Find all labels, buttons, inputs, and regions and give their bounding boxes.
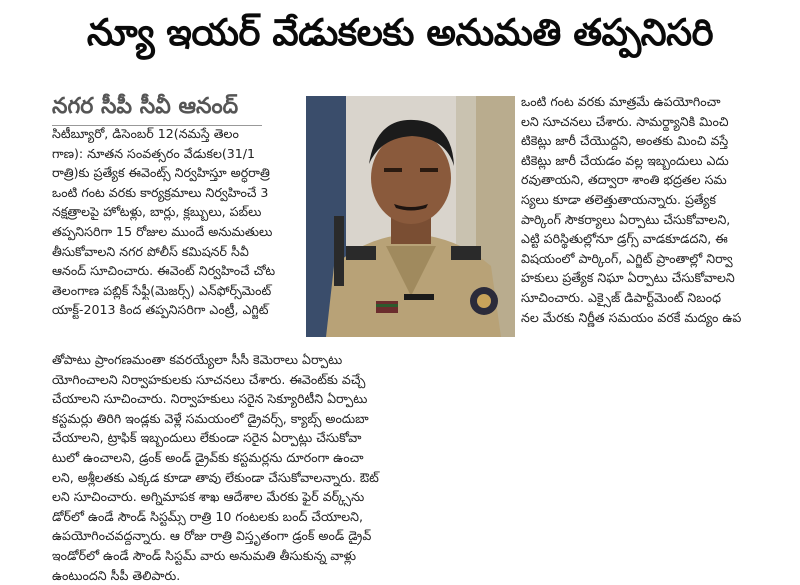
- article-line: కస్టమర్లు తిరిగి ఇండ్లకు వెళ్లే సమయంలో డ్రైవర్స్, క్యాబ్స్ అందుబా: [52, 410, 369, 426]
- article-line: నక్షత్రాలపై హోటళ్లు, బార్లు, క్లబ్బులు, పబ్‌లు: [52, 204, 262, 220]
- article-line: డోర్‌లో ఉండే సౌండ్ సిస్టమ్స్ రాత్రి 10 గంటలకు బంద్ చేయాలని,: [52, 508, 363, 524]
- article-line: తోపాటు ప్రాంగణమంతా కవరయ్యేలా సీసీ కెమెరాలు ఏర్పాటు: [52, 352, 343, 367]
- right-column: [521, 92, 779, 327]
- article-line: యాక్ట్-2013 కింద తప్పనిసరిగా ఎంట్రీ, ఎగ్జిట్: [52, 302, 269, 318]
- article-line: గాణ): నూతన సంవత్సరం వేడుకల(31/1: [52, 145, 256, 161]
- article-line: ఎట్టి పరిస్థితుల్లోనూ డ్రగ్స్ వాడకూడదని, ఈ: [521, 231, 728, 247]
- article-line: ఇండోర్‌లో ఉండే సౌండ్ సిస్టమ్ వారు అనుమతి తీసుకున్న వాళ్లు: [52, 547, 357, 563]
- bottom-text: [52, 350, 779, 585]
- article-line: హకులు ప్రత్యేక నిఘా ఏర్పాటు చేసుకోవాలని: [521, 270, 735, 286]
- article-line: ఆనంద్ సూచించారు. ఈవెంట్ నిర్వహించే చోట: [52, 263, 276, 279]
- article-line: నల మేరకు నిర్ణీత సమయం వరకే మద్యం ఉప: [521, 309, 742, 325]
- article-line: టికెట్లు జారీ చేయొద్దని, అంతకు మించి వస్తే: [521, 133, 729, 149]
- officer-photo: [306, 96, 515, 337]
- officer-portrait-image: [306, 96, 515, 337]
- article-line: ఒంటి గంట వరకు కార్యక్రమాలు నిర్వహించే 3: [52, 184, 269, 200]
- article-line: తీసుకోవాలని నగర పోలీస్ కమిషనర్ సీవీ: [52, 243, 249, 259]
- article-line: పార్కింగ్ సౌకర్యాలు ఏర్పాటు చేసుకోవాలని,: [521, 211, 731, 227]
- article-line: లని సూచనలు చేశారు. సామర్థ్యానికి మించి: [521, 113, 729, 129]
- article-line: రాత్రి)కు ప్రత్యేక ఈవెంట్స్ నిర్వహిస్తూ అర్ధరాత్రి: [52, 165, 270, 181]
- headline: న్యూ ఇయర్ వేడుకలకు అనుమతి తప్పనిసరి: [86, 11, 714, 54]
- article-line: ఉంటుందని సీపీ తెలిపారు.: [52, 567, 181, 583]
- article-line: టికెట్లు జారీ చేయడం వల్ల ఇబ్బందులు ఎదు: [521, 152, 729, 168]
- article-line: రవుతాయని, తద్వారా శాంతి భద్రతల సమ: [521, 172, 727, 188]
- article-line: చేయాలని సూచించారు. నిర్వాహకులు సరైన సెక్యూరిటీని ఏర్పాటు: [52, 391, 368, 407]
- article-line: సూచించారు. ఎక్సైజ్ డిపార్ట్‌మెంట్ నిబంధ: [521, 289, 721, 305]
- article-line: ఉపయోగించవద్దన్నారు. ఆ రోజు రాత్రి విస్తృతంగా డ్రంక్ అండ్ డ్రైవ్: [52, 528, 372, 544]
- article-line: సిటీబ్యూరో, డిసెంబర్ 12(నమస్తే తెలం: [52, 126, 239, 141]
- article-line: లని సూచించారు. అగ్నిమాపక శాఖ ఆదేశాల మేరకు ఫైర్ వర్క్స్‌ను: [52, 489, 365, 505]
- article-line: విషయంలో పార్కింగ్, ఎగ్జిట్ ప్రాంతాల్లో నిర్వా: [521, 250, 733, 266]
- byline: నగర సీపీ సీవీ ఆనంద్: [52, 94, 239, 119]
- article-line: యోగించాలని నిర్వాహకులకు సూచనలు చేశారు. ఈవెంట్‌కు వచ్చే: [52, 371, 366, 387]
- article-line: తెలంగాణ పబ్లిక్ సేఫ్టీ(మెజర్స్) ఎన్‌ఫోర్స్‌మెంట్: [52, 282, 272, 298]
- article-line: లని, అశ్లీలతకు ఎక్కడ కూడా తావు లేకుండా చేసుకోవాలన్నారు. ఔట్: [52, 469, 379, 485]
- left-column: [52, 124, 294, 320]
- article-line: చేయాలని, ట్రాఫిక్ ఇబ్బందులు లేకుండా సరైన ఏర్పాట్లు చేసుకోవా: [52, 430, 362, 446]
- article-line: తప్పనిసరిగా 15 రోజుల ముందే అనుమతులు: [52, 223, 273, 239]
- article-line: టులో ఉంచాలని, డ్రంక్ అండ్ డ్రైవ్‌కు కస్టమర్లను దూరంగా ఉంచా: [52, 449, 364, 465]
- article-line: స్యలు కూడా తలెత్తుతాయన్నారు. ప్రత్యేక: [521, 191, 716, 207]
- article-line: ఒంటి గంట వరకు మాత్రమే ఉపయోగించా: [521, 94, 721, 109]
